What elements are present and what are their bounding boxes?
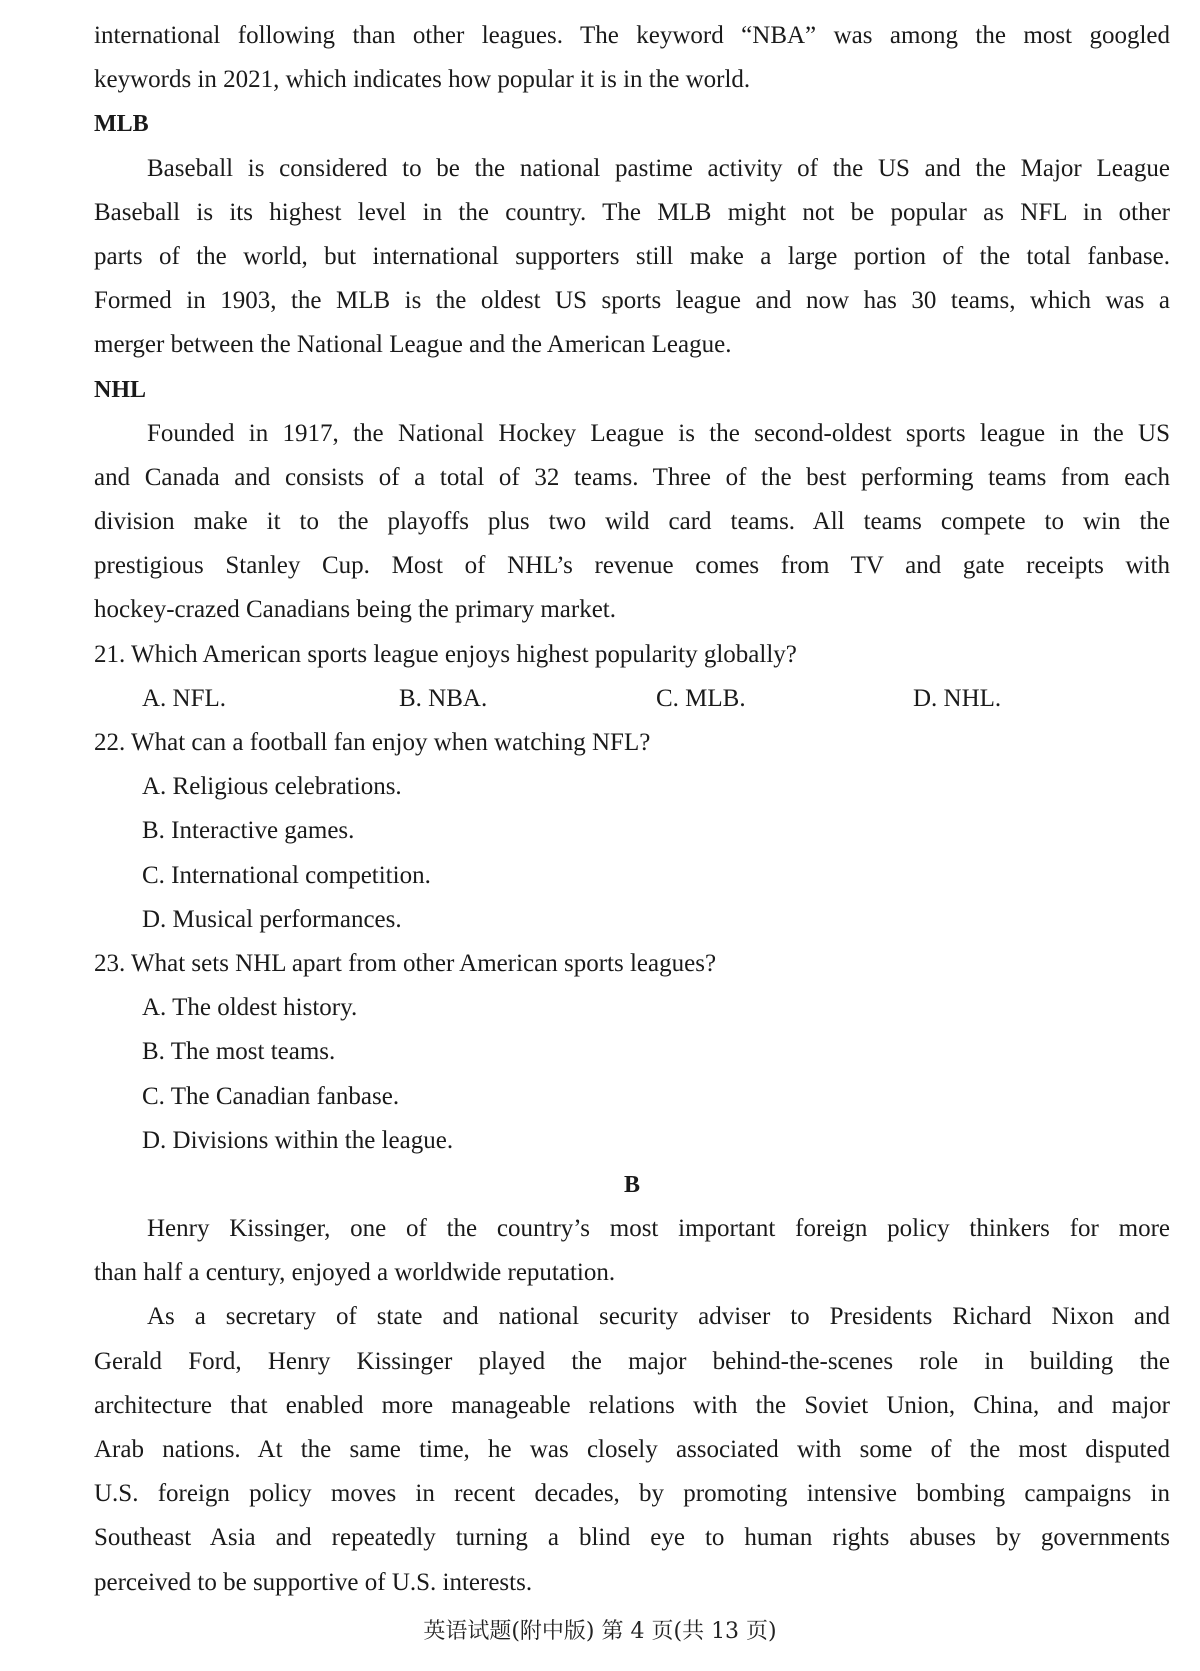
option-b: B. The most teams. bbox=[142, 1038, 336, 1066]
text-line: Southeast Asia and repeatedly turning a blind eye to human rights abuses by governments bbox=[94, 1524, 1170, 1552]
mlb-heading: MLB bbox=[94, 111, 149, 138]
text-line: U.S. foreign policy moves in recent decades, by promoting intensive bombing campaigns in bbox=[94, 1480, 1170, 1508]
question-stem: 23. What sets NHL apart from other American sports leagues? bbox=[94, 949, 717, 977]
text-line: Baseball is its highest level in the country. The MLB might not be popular as NFL in other bbox=[94, 198, 1170, 226]
option-c: C. MLB. bbox=[656, 684, 746, 712]
text-line: than half a century, enjoyed a worldwide reputation. bbox=[94, 1259, 616, 1287]
option-c: C. International competition. bbox=[142, 861, 431, 889]
option-a: A. The oldest history. bbox=[142, 994, 358, 1022]
option-d: D. Musical performances. bbox=[142, 905, 402, 933]
passage-b-heading: B bbox=[623, 1171, 640, 1198]
nhl-paragraph bbox=[94, 412, 1170, 633]
option-d: D. Divisions within the league. bbox=[142, 1126, 454, 1154]
text-line: prestigious Stanley Cup. Most of NHL’s revenue comes from TV and gate receipts with bbox=[94, 552, 1170, 580]
question-22 bbox=[94, 721, 1170, 942]
page-footer: 英语试题(附中版) 第 4 页(共 13 页) bbox=[423, 1619, 777, 1644]
text-line: merger between the National League and the American League. bbox=[94, 331, 732, 359]
text-line: Founded in 1917, the National Hockey League is the second-oldest sports league in the US bbox=[147, 419, 1170, 447]
text-line: and Canada and consists of a total of 32 teams. Three of the best performing teams from each bbox=[94, 463, 1170, 491]
text-line: architecture that enabled more manageable relations with the Soviet Union, China, and major bbox=[94, 1391, 1170, 1419]
text-line: Baseball is considered to be the national pastime activity of the US and the Major League bbox=[147, 154, 1170, 182]
text-line: parts of the world, but international supporters still make a large portion of the total fanbase. bbox=[94, 242, 1170, 270]
option-c: C. The Canadian fanbase. bbox=[142, 1082, 400, 1110]
text-line: Formed in 1903, the MLB is the oldest US sports league and now has 30 teams, which was a bbox=[94, 287, 1170, 315]
option-a: A. Religious celebrations. bbox=[142, 773, 402, 801]
question-stem: 22. What can a football fan enjoy when watching NFL? bbox=[94, 729, 651, 756]
option-b: B. Interactive games. bbox=[142, 817, 355, 845]
option-d: D. NHL. bbox=[913, 684, 1002, 712]
exam-page bbox=[94, 14, 1170, 1605]
text-line: Gerald Ford, Henry Kissinger played the major behind-the-scenes role in building the bbox=[94, 1347, 1170, 1375]
passage-b-paragraph-1 bbox=[94, 1207, 1170, 1295]
text-line: hockey-crazed Canadians being the primary market. bbox=[94, 596, 616, 624]
text-line: Henry Kissinger, one of the country’s most important foreign policy thinkers for more bbox=[147, 1215, 1170, 1243]
passage-b-paragraph-2 bbox=[94, 1295, 1170, 1604]
option-row bbox=[94, 677, 1170, 721]
text-line: Arab nations. At the same time, he was closely associated with some of the most disputed bbox=[94, 1436, 1170, 1463]
option-b: B. NBA. bbox=[399, 684, 488, 712]
question-21 bbox=[94, 633, 1170, 721]
mlb-paragraph bbox=[94, 147, 1170, 368]
text-line: division make it to the playoffs plus two wild card teams. All teams compete to win the bbox=[94, 508, 1170, 536]
text-line: As a secretary of state and national security adviser to Presidents Richard Nixon and bbox=[147, 1303, 1170, 1331]
question-23 bbox=[94, 942, 1170, 1163]
question-stem: 21. Which American sports league enjoys highest popularity globally? bbox=[94, 640, 797, 668]
text-line: international following than other leagues. The keyword “NBA” was among the most googled bbox=[94, 22, 1170, 49]
nba-paragraph-tail bbox=[94, 14, 1170, 102]
nhl-heading: NHL bbox=[94, 376, 147, 403]
text-line: perceived to be supportive of U.S. interests. bbox=[94, 1568, 533, 1596]
option-a: A. NFL. bbox=[142, 684, 227, 712]
text-line: keywords in 2021, which indicates how popular it is in the world. bbox=[94, 66, 751, 94]
